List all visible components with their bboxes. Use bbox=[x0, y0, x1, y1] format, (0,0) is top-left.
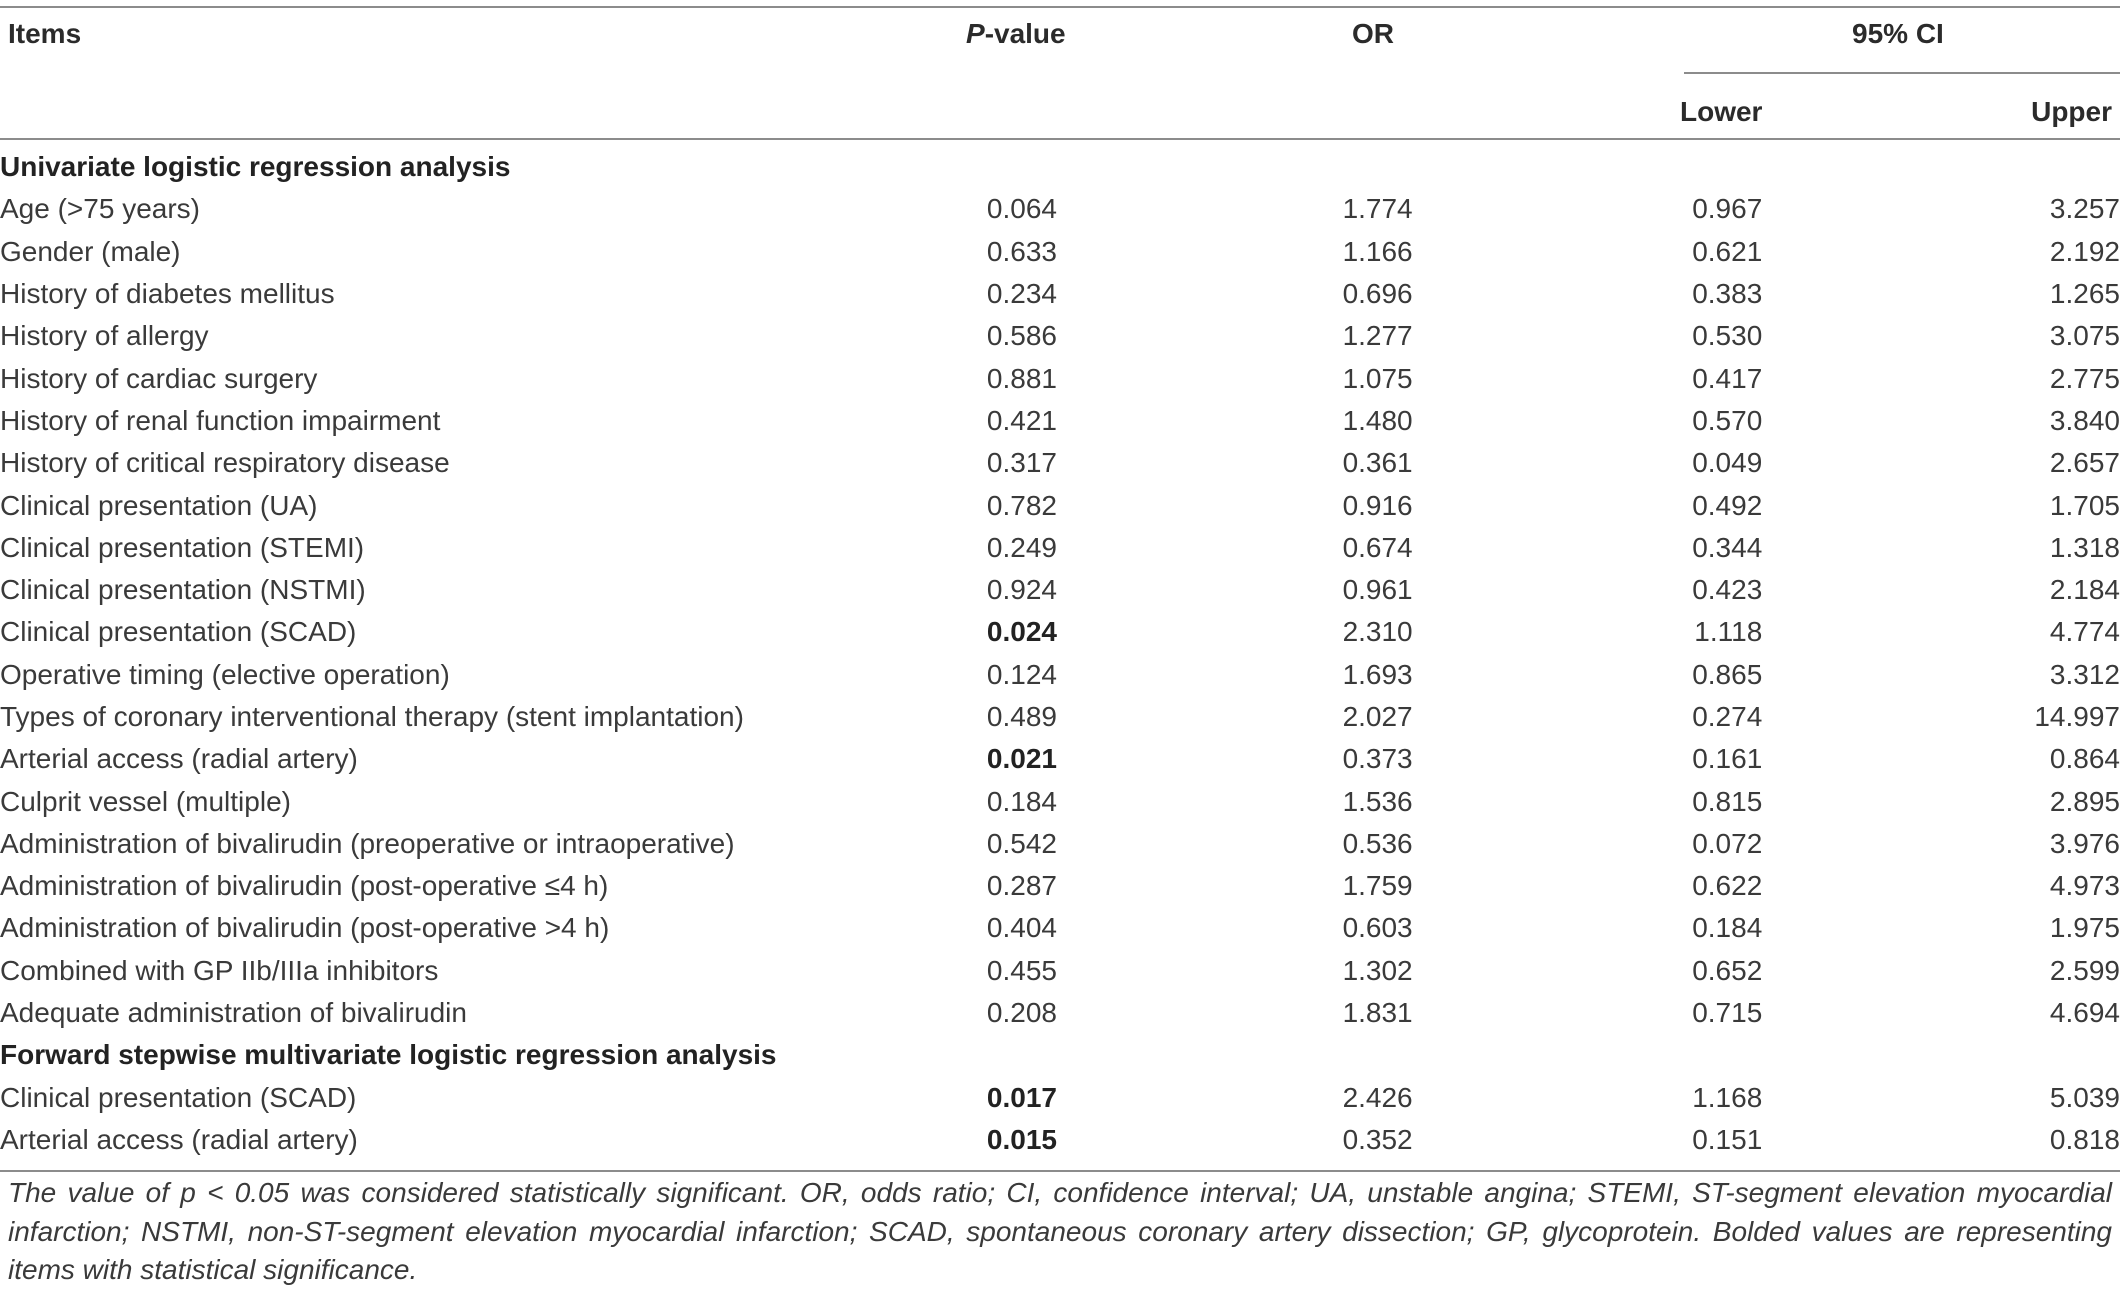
cell-ci-upper: 4.774 bbox=[2049, 616, 2120, 648]
cell-odds-ratio: 0.961 bbox=[1342, 574, 1413, 606]
cell-ci-upper: 4.973 bbox=[2049, 870, 2120, 902]
cell-ci-upper: 3.075 bbox=[2049, 320, 2120, 352]
cell-item: History of allergy bbox=[0, 320, 209, 352]
cell-ci-lower: 0.417 bbox=[1692, 362, 1763, 394]
cell-p-value: 0.234 bbox=[986, 278, 1057, 310]
cell-p-value: 0.124 bbox=[986, 658, 1057, 690]
cell-item: Arterial access (radial artery) bbox=[0, 1123, 358, 1155]
cell-ci-lower: 0.344 bbox=[1692, 531, 1763, 563]
cell-odds-ratio: 0.603 bbox=[1342, 912, 1413, 944]
cell-odds-ratio: 0.916 bbox=[1342, 489, 1413, 521]
table-row bbox=[0, 484, 2120, 526]
table-row bbox=[0, 696, 2120, 738]
table-row bbox=[0, 992, 2120, 1034]
cell-odds-ratio: 1.480 bbox=[1342, 404, 1413, 436]
cell-ci-lower: 0.652 bbox=[1692, 954, 1763, 986]
cell-p-value: 0.586 bbox=[986, 320, 1057, 352]
cell-item: Gender (male) bbox=[0, 235, 181, 267]
header-rule bbox=[0, 138, 2120, 140]
cell-ci-upper: 1.705 bbox=[2049, 489, 2120, 521]
cell-ci-upper: 1.975 bbox=[2049, 912, 2120, 944]
cell-ci-upper: 0.864 bbox=[2049, 743, 2120, 775]
cell-ci-upper: 1.265 bbox=[2049, 278, 2120, 310]
table-row bbox=[0, 231, 2120, 273]
cell-p-value: 0.021 bbox=[986, 743, 1057, 775]
table-row bbox=[0, 569, 2120, 611]
table-row bbox=[0, 442, 2120, 484]
cell-item: Administration of bivalirudin (preoperative or intraoperative) bbox=[0, 827, 735, 859]
cell-ci-upper: 3.257 bbox=[2049, 193, 2120, 225]
cell-ci-upper: 4.694 bbox=[2049, 997, 2120, 1029]
cell-ci-upper: 3.312 bbox=[2049, 658, 2120, 690]
table-row bbox=[0, 950, 2120, 992]
table-row bbox=[0, 611, 2120, 653]
cell-ci-lower: 1.168 bbox=[1692, 1081, 1763, 1113]
cell-ci-lower: 0.715 bbox=[1692, 997, 1763, 1029]
cell-item: Culprit vessel (multiple) bbox=[0, 785, 291, 817]
cell-odds-ratio: 0.696 bbox=[1342, 278, 1413, 310]
cell-ci-lower: 0.151 bbox=[1692, 1123, 1763, 1155]
bottom-rule bbox=[0, 1170, 2120, 1172]
cell-odds-ratio: 1.693 bbox=[1342, 658, 1413, 690]
table-row bbox=[0, 1077, 2120, 1119]
cell-ci-lower: 1.118 bbox=[1694, 616, 1763, 648]
header-pvalue bbox=[966, 18, 1066, 50]
table-row bbox=[0, 357, 2120, 399]
cell-odds-ratio: 0.373 bbox=[1342, 743, 1413, 775]
cell-ci-lower: 0.815 bbox=[1692, 785, 1763, 817]
cell-item: Types of coronary interventional therapy (stent implantation) bbox=[0, 701, 744, 732]
cell-p-value: 0.455 bbox=[986, 954, 1057, 986]
cell-ci-upper: 2.599 bbox=[2049, 954, 2120, 986]
cell-odds-ratio: 1.536 bbox=[1342, 785, 1413, 817]
cell-item: Clinical presentation (SCAD) bbox=[0, 616, 357, 648]
cell-ci-upper: 2.775 bbox=[2049, 362, 2120, 394]
cell-odds-ratio: 0.352 bbox=[1342, 1123, 1413, 1155]
data-table bbox=[0, 146, 2120, 1161]
cell-item: Administration of bivalirudin (post-operative >4 h) bbox=[0, 912, 610, 944]
cell-item: Administration of bivalirudin (post-operative ≤4 h) bbox=[0, 870, 609, 902]
cell-ci-upper: 2.184 bbox=[2049, 574, 2120, 606]
cell-odds-ratio: 2.027 bbox=[1342, 701, 1413, 732]
table-row bbox=[0, 738, 2120, 780]
cell-item: Operative timing (elective operation) bbox=[0, 658, 450, 690]
header-lower: Lower bbox=[1680, 96, 1763, 127]
cell-odds-ratio: 0.361 bbox=[1342, 447, 1413, 479]
table-row bbox=[0, 400, 2120, 442]
section-header-row bbox=[0, 146, 2120, 188]
cell-odds-ratio: 1.277 bbox=[1342, 320, 1413, 352]
cell-ci-upper: 1.318 bbox=[2049, 531, 2120, 563]
cell-ci-lower: 0.570 bbox=[1692, 404, 1763, 436]
cell-ci-lower: 0.530 bbox=[1692, 320, 1763, 352]
cell-item: Arterial access (radial artery) bbox=[0, 743, 358, 775]
cell-item: History of renal function impairment bbox=[0, 404, 441, 436]
cell-p-value: 0.017 bbox=[986, 1081, 1057, 1113]
cell-p-value: 0.064 bbox=[986, 193, 1057, 225]
table-row bbox=[0, 780, 2120, 822]
cell-ci-lower: 0.072 bbox=[1692, 827, 1763, 859]
cell-ci-upper: 3.976 bbox=[2049, 827, 2120, 859]
cell-odds-ratio: 0.674 bbox=[1342, 531, 1413, 563]
cell-item: Clinical presentation (NSTMI) bbox=[0, 574, 366, 606]
cell-p-value: 0.782 bbox=[986, 489, 1057, 521]
cell-ci-lower: 0.423 bbox=[1692, 574, 1763, 606]
section-header-row bbox=[0, 1034, 2120, 1076]
cell-ci-lower: 0.622 bbox=[1692, 870, 1763, 902]
cell-item: History of diabetes mellitus bbox=[0, 278, 335, 310]
cell-p-value: 0.208 bbox=[986, 997, 1057, 1029]
table-row bbox=[0, 188, 2120, 230]
table-row bbox=[0, 907, 2120, 949]
cell-ci-lower: 0.967 bbox=[1692, 193, 1763, 225]
table-row bbox=[0, 654, 2120, 696]
cell-odds-ratio: 0.536 bbox=[1342, 827, 1413, 859]
header-upper: Upper bbox=[2031, 96, 2112, 127]
header-pvalue-rest: -value bbox=[984, 18, 1066, 49]
section-title: Univariate logistic regression analysis bbox=[0, 151, 511, 183]
cell-odds-ratio: 1.774 bbox=[1342, 193, 1413, 225]
cell-p-value: 0.015 bbox=[986, 1123, 1057, 1155]
cell-ci-upper: 3.840 bbox=[2049, 404, 2120, 436]
cell-odds-ratio: 1.759 bbox=[1342, 870, 1413, 902]
cell-p-value: 0.489 bbox=[986, 701, 1057, 732]
cell-odds-ratio: 1.075 bbox=[1342, 362, 1413, 394]
cell-odds-ratio: 2.310 bbox=[1342, 616, 1413, 648]
cell-ci-lower: 0.383 bbox=[1692, 278, 1763, 310]
cell-ci-upper: 0.818 bbox=[2049, 1123, 2120, 1155]
cell-item: History of critical respiratory disease bbox=[0, 447, 450, 479]
cell-ci-lower: 0.865 bbox=[1692, 658, 1763, 690]
cell-p-value: 0.633 bbox=[986, 235, 1057, 267]
cell-odds-ratio: 1.302 bbox=[1342, 954, 1413, 986]
table-row bbox=[0, 273, 2120, 315]
header-or: OR bbox=[1352, 18, 1394, 49]
cell-ci-lower: 0.049 bbox=[1692, 447, 1763, 479]
table-row bbox=[0, 823, 2120, 865]
cell-item: Clinical presentation (UA) bbox=[0, 489, 318, 521]
cell-item: History of cardiac surgery bbox=[0, 362, 318, 394]
cell-odds-ratio: 1.166 bbox=[1342, 235, 1413, 267]
cell-p-value: 0.024 bbox=[986, 616, 1057, 648]
cell-ci-lower: 0.621 bbox=[1692, 235, 1763, 267]
cell-item: Clinical presentation (SCAD) bbox=[0, 1081, 357, 1113]
cell-ci-upper: 2.895 bbox=[2049, 785, 2120, 817]
cell-ci-upper: 2.657 bbox=[2049, 447, 2120, 479]
top-rule bbox=[0, 6, 2120, 8]
cell-odds-ratio: 2.426 bbox=[1342, 1081, 1413, 1113]
cell-ci-upper: 2.192 bbox=[2049, 235, 2120, 267]
header-ci: 95% CI bbox=[1852, 18, 1944, 49]
table-row bbox=[0, 1119, 2120, 1161]
cell-p-value: 0.881 bbox=[986, 362, 1057, 394]
cell-p-value: 0.421 bbox=[986, 404, 1057, 436]
cell-p-value: 0.404 bbox=[986, 912, 1057, 944]
cell-ci-upper: 14.997 bbox=[2034, 701, 2120, 732]
header-items: Items bbox=[8, 18, 82, 49]
cell-ci-upper: 5.039 bbox=[2049, 1081, 2120, 1113]
header-pvalue-italic: P bbox=[966, 18, 985, 49]
cell-odds-ratio: 1.831 bbox=[1342, 997, 1413, 1029]
cell-ci-lower: 0.161 bbox=[1692, 743, 1763, 775]
table-row bbox=[0, 315, 2120, 357]
cell-p-value: 0.317 bbox=[986, 447, 1057, 479]
cell-item: Clinical presentation (STEMI) bbox=[0, 531, 365, 563]
table-row bbox=[0, 527, 2120, 569]
section-title: Forward stepwise multivariate logistic regression analysis bbox=[0, 1039, 777, 1071]
cell-item: Adequate administration of bivalirudin bbox=[0, 997, 467, 1029]
cell-p-value: 0.249 bbox=[986, 531, 1057, 563]
cell-item: Age (>75 years) bbox=[0, 193, 200, 225]
table-row bbox=[0, 865, 2120, 907]
cell-p-value: 0.287 bbox=[986, 870, 1057, 902]
cell-item: Combined with GP IIb/IIIa inhibitors bbox=[0, 954, 439, 986]
cell-ci-lower: 0.184 bbox=[1692, 912, 1763, 944]
table-body bbox=[0, 146, 2120, 1161]
cell-ci-lower: 0.492 bbox=[1692, 489, 1763, 521]
cell-p-value: 0.924 bbox=[986, 574, 1057, 606]
cell-p-value: 0.542 bbox=[986, 827, 1057, 859]
cell-p-value: 0.184 bbox=[986, 785, 1057, 817]
cell-ci-lower: 0.274 bbox=[1692, 701, 1763, 732]
footnote: The value of p < 0.05 was considered statistically significant. OR, odds ratio; CI, confidence interval; UA, unstable angina; STEMI, ST-segment elevation myocardial infarction; NSTMI, non-ST-segment elevation myocardial infarction; SCAD, spontaneous coronary artery dissection; GP, glycoprotein. Bolded values are representing items with statistical significance. bbox=[8, 1177, 2112, 1285]
ci-rule bbox=[1684, 72, 2120, 74]
